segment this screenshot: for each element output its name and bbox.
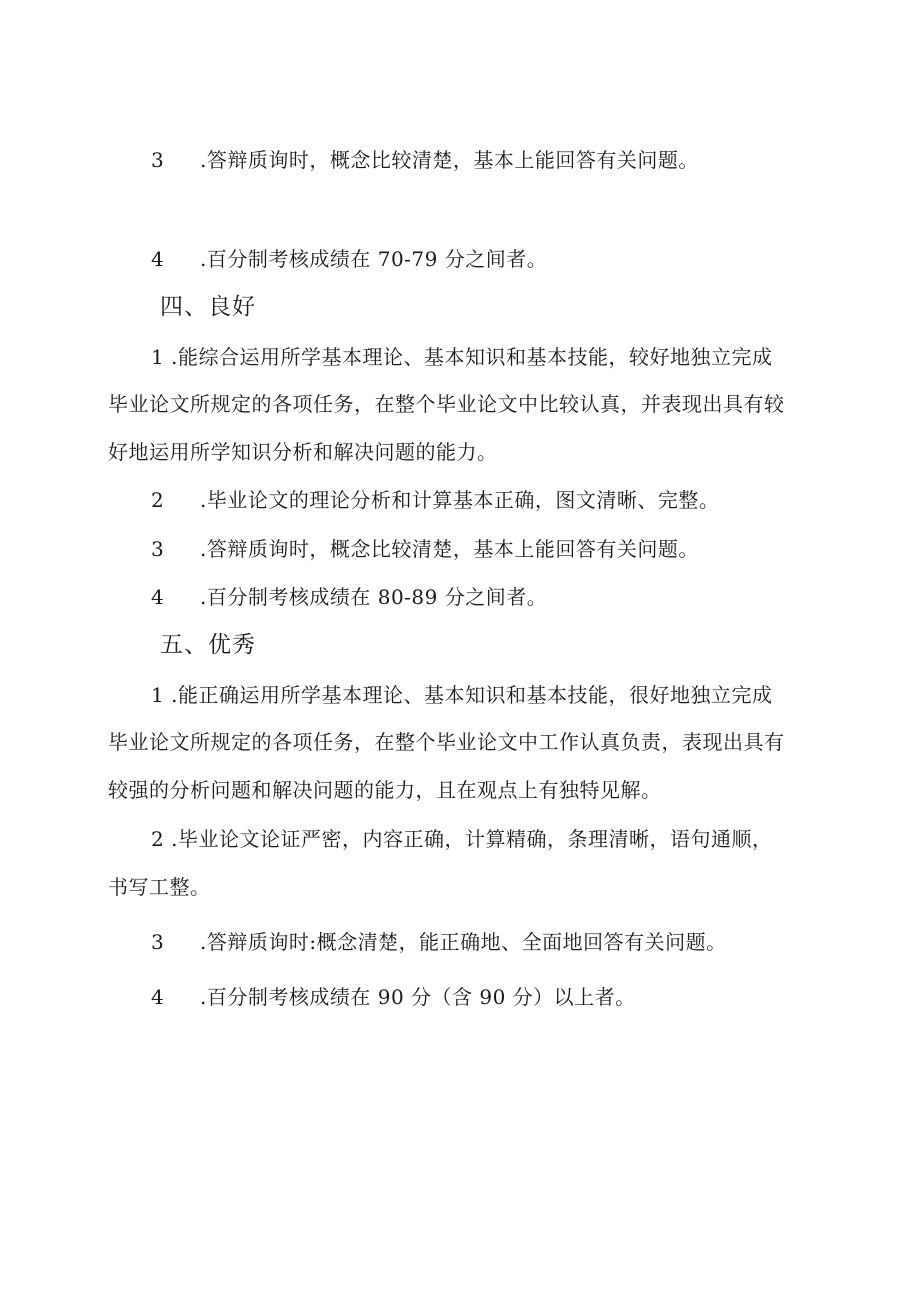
item-text: .毕业论文的理论分析和计算基本正确，图文清晰、完整。 [200, 488, 720, 512]
item-text: .百分制考核成绩在 70-79 分之间者。 [200, 247, 548, 271]
item-number: 3 [151, 930, 165, 954]
list-item [151, 486, 719, 514]
item-number: 2 [151, 488, 165, 512]
list-item [151, 245, 547, 273]
list-item [151, 928, 727, 956]
paragraph-line: 毕业论文所规定的各项任务，在整个毕业论文中工作认真负责，表现出具有 [108, 730, 785, 754]
item-number: 4 [151, 985, 165, 1009]
item-number: 4 [151, 247, 165, 271]
paragraph-line: 1 .能正确运用所学基本理论、基本知识和基本技能，很好地独立完成 [151, 683, 773, 707]
paragraph-line: 书写工整。 [108, 875, 211, 899]
paragraph-line: 毕业论文所规定的各项任务，在整个毕业论文中比较认真，并表现出具有较 [108, 392, 785, 416]
item-text: .答辩质询时，概念比较清楚，基本上能回答有关问题。 [200, 148, 699, 172]
paragraph-line: 1 .能综合运用所学基本理论、基本知识和基本技能，较好地独立完成 [151, 345, 773, 369]
item-text: .百分制考核成绩在 80-89 分之间者。 [200, 585, 548, 609]
section-heading-good: 四、良好 [160, 294, 256, 320]
list-item [151, 983, 636, 1011]
section-heading-excellent: 五、优秀 [160, 632, 256, 658]
item-text: .答辩质询时:概念清楚，能正确地、全面地回答有关问题。 [200, 930, 727, 954]
item-text: .答辩质询时，概念比较清楚，基本上能回答有关问题。 [200, 537, 699, 561]
list-item [151, 583, 547, 611]
item-text: .百分制考核成绩在 90 分（含 90 分）以上者。 [200, 985, 636, 1009]
item-number: 3 [151, 537, 165, 561]
list-item [151, 535, 699, 563]
paragraph-line: 2 .毕业论文论证严密，内容正确，计算精确，条理清晰，语句通顺， [151, 827, 773, 851]
list-item [151, 146, 699, 174]
item-number: 3 [151, 148, 165, 172]
paragraph-line: 较强的分析问题和解决问题的能力，且在观点上有独特见解。 [108, 778, 662, 802]
item-number: 4 [151, 585, 165, 609]
paragraph-line: 好地运用所学知识分析和解决问题的能力。 [108, 440, 498, 464]
